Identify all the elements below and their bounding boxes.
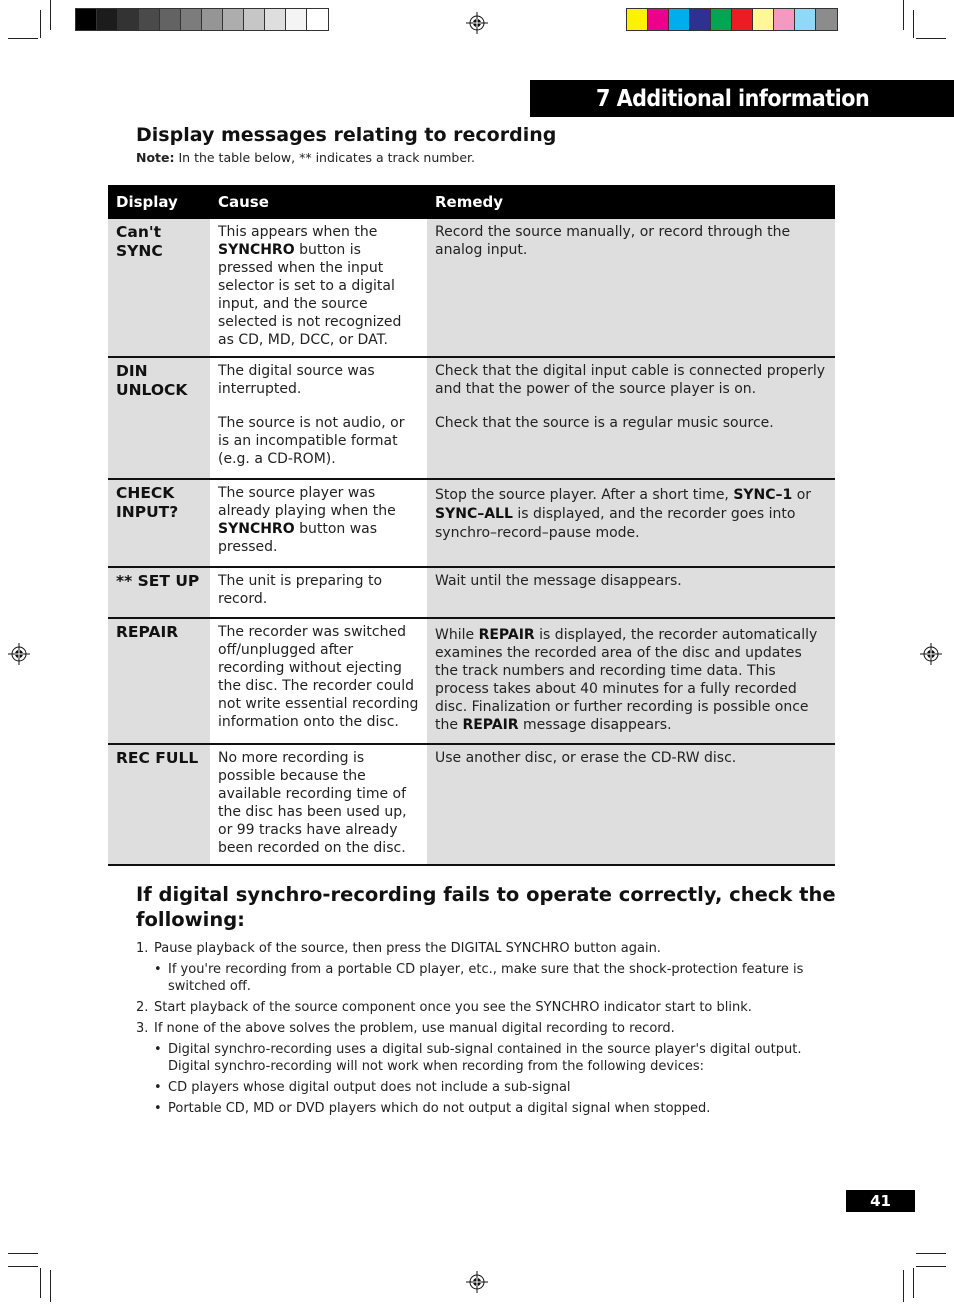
color-swatch bbox=[97, 9, 118, 30]
crop-mark bbox=[916, 1266, 946, 1267]
crop-mark bbox=[8, 1253, 38, 1254]
crop-mark bbox=[40, 1268, 41, 1298]
header-remedy: Remedy bbox=[435, 193, 504, 211]
color-swatch bbox=[690, 9, 711, 30]
color-swatch bbox=[286, 9, 307, 30]
color-swatch bbox=[774, 9, 795, 30]
crop-mark bbox=[903, 1270, 904, 1302]
messages-table bbox=[108, 185, 835, 866]
registration-mark-icon bbox=[466, 1271, 488, 1293]
color-swatch bbox=[627, 9, 648, 30]
color-calibration-bar bbox=[626, 8, 838, 31]
crop-mark bbox=[913, 10, 914, 38]
chapter-title-banner: 7 Additional information bbox=[530, 80, 954, 117]
color-swatch bbox=[753, 9, 774, 30]
cause-text: No more recording is possible because the available recording time of the disc has been used up, or 99 tracks have already been recorded on the disc. bbox=[210, 745, 427, 864]
remedy-text: Check that the digital input cable is connected properly and that the power of the source player is on. Check that the source is a regular music source. bbox=[427, 358, 835, 478]
table-row bbox=[108, 219, 835, 358]
troubleshooting-heading: If digital synchro-recording fails to operate correctly, check the following: bbox=[136, 883, 836, 931]
troubleshooting-list bbox=[136, 940, 826, 1121]
display-message: REPAIR bbox=[108, 619, 210, 743]
crop-mark bbox=[50, 1270, 51, 1302]
registration-mark-icon bbox=[466, 12, 488, 34]
table-header-row bbox=[108, 185, 835, 219]
color-swatch bbox=[139, 9, 160, 30]
table-row bbox=[108, 745, 835, 866]
color-swatch bbox=[202, 9, 223, 30]
list-bullet: • Digital synchro-recording uses a digital sub-signal contained in the source player's digital output. Digital synchro-recording will not work when recording from the following devices: bbox=[154, 1042, 802, 1074]
crop-mark bbox=[903, 0, 904, 30]
color-swatch bbox=[160, 9, 181, 30]
cause-text: The recorder was switched off/unplugged after recording without ejecting the disc. The recorder could not write essential recording information onto the disc. bbox=[210, 619, 427, 743]
header-display: Display bbox=[116, 193, 178, 211]
remedy-text: Stop the source player. After a short time, SYNC–1 or SYNC–ALL is displayed, and the recorder goes into synchro–record–pause mode. bbox=[427, 480, 835, 566]
cause-text: This appears when the SYNCHRO button is pressed when the input selector is set to a digital input, and the source selected is not recognized as CD, MD, DCC, or DAT. bbox=[210, 219, 427, 356]
grayscale-calibration-bar bbox=[75, 8, 329, 31]
crop-mark bbox=[916, 1253, 946, 1254]
table-row bbox=[108, 619, 835, 745]
color-swatch bbox=[223, 9, 244, 30]
display-message: REC FULL bbox=[108, 745, 210, 864]
cause-text: The source player was already playing when the SYNCHRO button was pressed. bbox=[210, 480, 427, 566]
display-message: ** SET UP bbox=[108, 568, 210, 617]
note-text: In the table below, ** indicates a track number. bbox=[174, 150, 476, 165]
cause-text: The unit is preparing to record. bbox=[210, 568, 427, 617]
color-swatch bbox=[118, 9, 139, 30]
list-bullet: • CD players whose digital output does not include a sub-signal bbox=[154, 1080, 571, 1095]
list-bullet: • If you're recording from a portable CD player, etc., make sure that the shock-protection feature is switched off. bbox=[154, 962, 804, 994]
color-swatch bbox=[732, 9, 753, 30]
list-item: 3. If none of the above solves the problem, use manual digital recording to record. bbox=[136, 1021, 675, 1036]
table-note bbox=[136, 150, 475, 165]
table-row bbox=[108, 568, 835, 619]
list-item: 2. Start playback of the source component once you see the SYNCHRO indicator start to blink. bbox=[136, 1000, 752, 1015]
registration-mark-icon bbox=[8, 643, 30, 665]
remedy-text: Record the source manually, or record through the analog input. bbox=[427, 219, 835, 356]
table-row bbox=[108, 358, 835, 480]
color-swatch bbox=[711, 9, 732, 30]
color-swatch bbox=[669, 9, 690, 30]
display-message: DIN UNLOCK bbox=[108, 358, 210, 478]
color-swatch bbox=[181, 9, 202, 30]
remedy-text: While REPAIR is displayed, the recorder automatically examines the recorded area of the disc and updates the track numbers and recording time data. This process takes about 40 minutes for a fully recorded disc. Finalization or further recording is possible once the REPAIR message disappears. bbox=[427, 619, 835, 743]
list-bullet: • Portable CD, MD or DVD players which do not output a digital signal when stopped. bbox=[154, 1101, 711, 1116]
remedy-text: Use another disc, or erase the CD-RW disc. bbox=[427, 745, 835, 864]
page-number: 41 bbox=[846, 1190, 915, 1212]
crop-mark bbox=[8, 1266, 38, 1267]
color-swatch bbox=[76, 9, 97, 30]
crop-mark bbox=[8, 38, 38, 39]
color-swatch bbox=[795, 9, 816, 30]
color-swatch bbox=[648, 9, 669, 30]
display-message: CHECK INPUT? bbox=[108, 480, 210, 566]
registration-mark-icon bbox=[920, 643, 942, 665]
color-swatch bbox=[816, 9, 837, 30]
header-cause: Cause bbox=[218, 193, 269, 211]
crop-mark bbox=[913, 1268, 914, 1298]
remedy-text: Wait until the message disappears. bbox=[427, 568, 835, 617]
section-heading: Display messages relating to recording bbox=[136, 124, 557, 146]
crop-mark bbox=[916, 38, 946, 39]
note-label: Note: bbox=[136, 150, 175, 165]
crop-mark bbox=[40, 10, 41, 38]
color-swatch bbox=[244, 9, 265, 30]
color-swatch bbox=[307, 9, 328, 30]
display-message: Can't SYNC bbox=[108, 219, 210, 356]
list-item: 1. Pause playback of the source, then press the DIGITAL SYNCHRO button again. bbox=[136, 941, 661, 956]
crop-mark bbox=[50, 0, 51, 30]
cause-text: The digital source was interrupted. The source is not audio, or is an incompatible format (e.g. a CD-ROM). bbox=[210, 358, 427, 478]
table-row bbox=[108, 480, 835, 568]
color-swatch bbox=[265, 9, 286, 30]
